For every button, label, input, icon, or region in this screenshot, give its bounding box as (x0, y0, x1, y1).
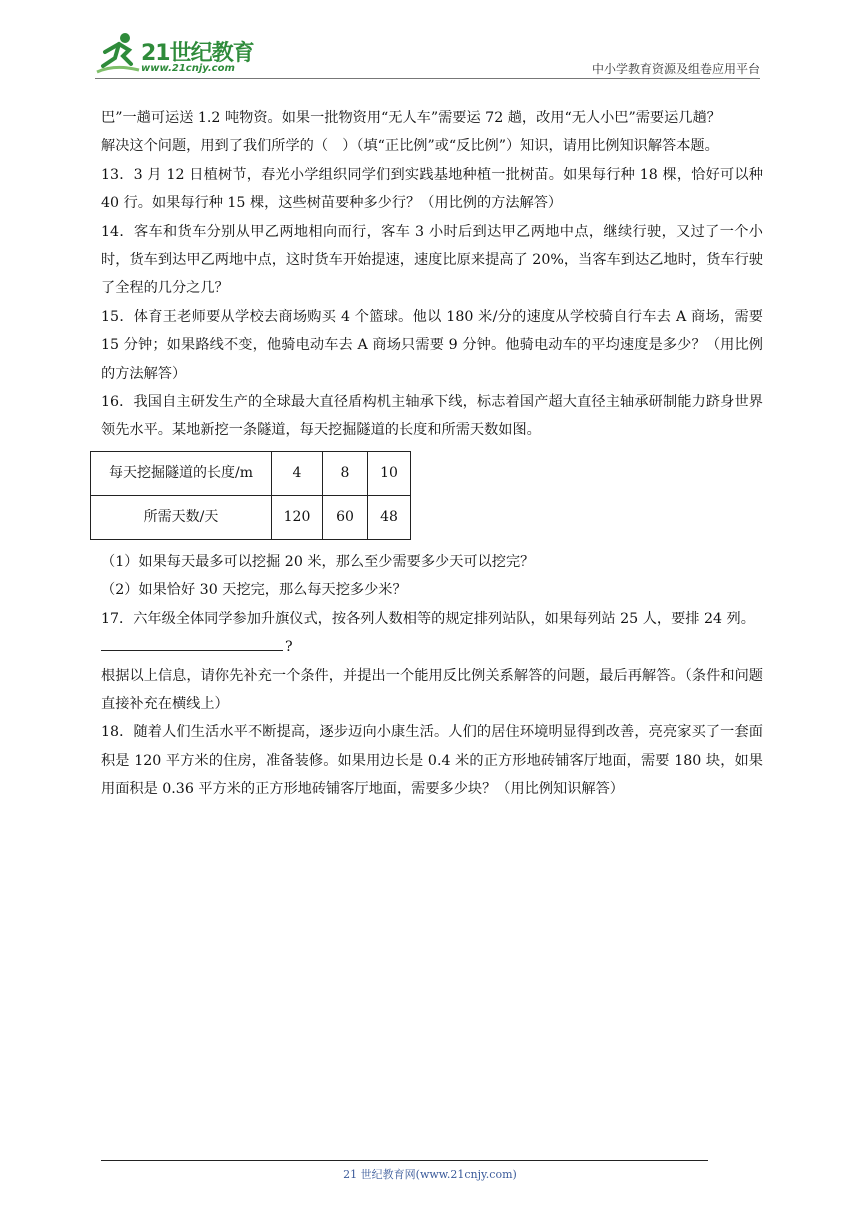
page-header (95, 30, 760, 80)
question-15: 15．体育王老师要从学校去商场购买 4 个篮球。他以 180 米/分的速度从学校骑自行车去 A 商场，需要 15 分钟；如果路线不变，他骑电动车去 A 商场只需要 9 分钟。他骑电动车的平均速度是多少？（用比例的方法解答） (101, 308, 763, 382)
runner-logo-icon (95, 30, 141, 76)
question-17: 17．六年级全体同学参加升旗仪式，按各列人数相等的规定排列站队，如果每列站 25 人，要排 24 列。 (101, 610, 755, 627)
table-cell: 8 (323, 451, 368, 495)
question-16: 16．我国自主研发生产的全球最大直径盾构机主轴承下线，标志着国产超大直径主轴承研制能力跻身世界领先水平。某地新挖一条隧道，每天挖掘隧道的长度和所需天数如图。 (101, 394, 763, 439)
question-13: 13．3 月 12 日植树节，春光小学组织同学们到实践基地种植一批树苗。如果每行种 18 棵，恰好可以种 40 行。如果每行种 15 棵，这些树苗要种多少行？（用比例的方法解答） (101, 166, 763, 212)
question-16-part-2: （2）如果恰好 30 天挖完，那么每天挖多少米？ (101, 582, 407, 599)
tunnel-table (90, 451, 411, 540)
question-17-instruction: 根据以上信息，请你先补充一个条件，并提出一个能用反比例关系解答的问题，最后再解答。（条件和问题直接补充在横线上） (101, 667, 763, 712)
footer-divider (101, 1160, 708, 1161)
table-cell: 所需天数/天 (91, 495, 272, 539)
paragraph-instruction: 解决这个问题，用到了我们所学的（ ）（填“正比例”或“反比例”）知识，请用比例知识解答本题。 (101, 138, 719, 155)
logo (95, 30, 265, 78)
blank-question-mark: ? (285, 639, 293, 656)
answer-blank (101, 634, 283, 651)
table-row (91, 451, 411, 495)
platform-name: 中小学教育资源及组卷应用平台 (591, 62, 760, 76)
table-cell: 120 (272, 495, 323, 539)
document-body (101, 104, 763, 804)
logo-url: www.21cnjy.com (141, 63, 235, 74)
question-18: 18．随着人们生活水平不断提高，逐步迈向小康生活。人们的居住环境明显得到改善，亮亮家买了一套面积是 120 平方米的住房，准备装修。如果用边长是 0.4 米的正方形地砖铺客厅地面，需要 180 块，如果用面积是 0.36 平方米的正方形地砖铺客厅地面，需要多少块？（用比例知识解答） (101, 724, 763, 798)
table-cell: 48 (368, 495, 411, 539)
paragraph-continued: 巴”一趟可运送 1.2 吨物资。如果一批物资用“无人车”需要运 72 趟，改用“无人小巴”需要运几趟？ (101, 110, 721, 126)
table-cell: 每天挖掘隧道的长度/m (91, 451, 272, 495)
footer-source: 21 世纪教育网(www.21cnjy.com) (343, 1168, 517, 1181)
table-cell: 60 (323, 495, 368, 539)
question-17-blank-line (101, 633, 763, 661)
logo-title: 21世纪教育 (141, 41, 254, 66)
question-16-part-1: （1）如果每天最多可以挖掘 20 米，那么至少需要多少天可以挖完？ (101, 553, 535, 570)
tunnel-table-wrap (90, 451, 763, 540)
question-14: 14．客车和货车分别从甲乙两地相向而行，客车 3 小时后到达甲乙两地中点，继续行驶，又过了一个小时，货车到达甲乙两地中点，这时货车开始提速，速度比原来提高了 20%，当客车到达乙地时，货车行驶了全程的几分之几？ (101, 223, 763, 297)
table-row (91, 495, 411, 539)
table-cell: 4 (272, 451, 323, 495)
header-divider (95, 78, 760, 79)
table-cell: 10 (368, 451, 411, 495)
